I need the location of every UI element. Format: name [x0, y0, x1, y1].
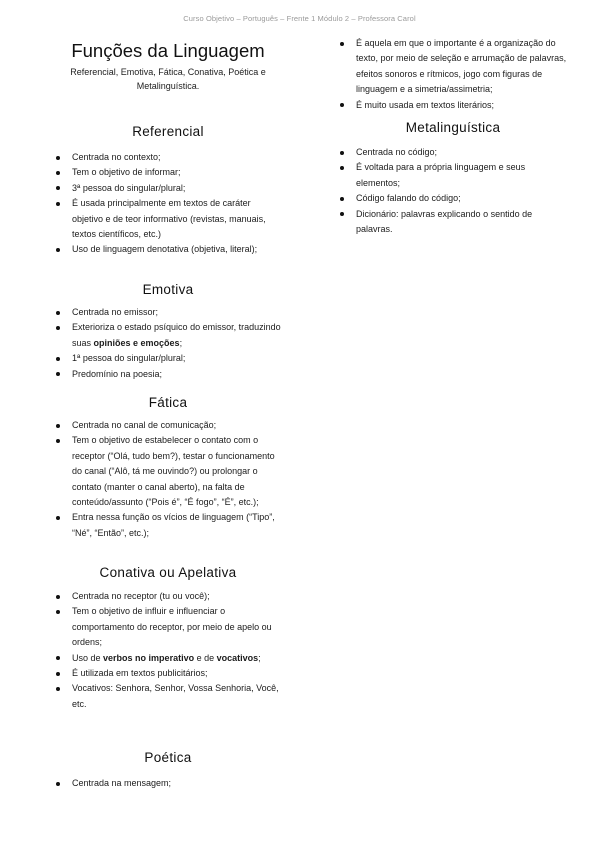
list-item: 1ª pessoa do singular/plural; — [54, 351, 282, 366]
right-column — [338, 36, 568, 235]
list-item-text: Uso de — [72, 652, 101, 663]
list-item — [54, 651, 282, 666]
page-header: Curso Objetivo – Português – Frente 1 Módulo 2 – Professora Carol — [183, 14, 416, 23]
list-conativa — [54, 589, 282, 712]
list-item: Centrada no contexto; — [54, 150, 282, 165]
section-metalinguistica — [338, 120, 568, 237]
list-item: Centrada no canal de comunicação; — [54, 418, 282, 433]
list-item: Código falando do código; — [338, 191, 568, 206]
list-item: É aquela em que o importante é a organização do texto, por meio de seleção e arrumação de palavras, efeitos sonoros e rítmicos, jogo com figuras de linguagem e a simetria/assimetria; — [338, 36, 568, 98]
section-poetica — [54, 750, 282, 791]
list-poetica-continued — [338, 36, 568, 113]
list-item: É muito usada em textos literários; — [338, 98, 568, 113]
list-item: 3ª pessoa do singular/plural; — [54, 181, 282, 196]
list-fatica — [54, 418, 282, 541]
emphasis-text: vocativos — [216, 652, 259, 663]
emphasis-text: opiniões e emoções — [93, 337, 180, 348]
list-item-text: ; — [258, 652, 261, 663]
heading-fatica: Fática — [148, 395, 188, 410]
list-item: Centrada no receptor (tu ou você); — [54, 589, 282, 604]
list-metalinguistica — [338, 145, 568, 237]
document-title: Funções da Linguagem — [71, 40, 265, 61]
list-item-text: e de — [196, 652, 215, 663]
list-emotiva — [54, 305, 282, 382]
section-referencial — [54, 124, 282, 258]
list-item: Uso de linguagem denotativa (objetiva, literal); — [54, 242, 282, 257]
list-item: Centrada no emissor; — [54, 305, 282, 320]
emphasis-text: verbos no imperativo — [103, 652, 195, 663]
heading-emotiva: Emotiva — [142, 282, 194, 297]
list-item: Dicionário: palavras explicando o sentido de palavras. — [338, 207, 568, 238]
heading-referencial: Referencial — [132, 124, 204, 139]
list-item: Tem o objetivo de influir e influenciar o comportamento do receptor, por meio de apelo ou ordens; — [54, 604, 282, 650]
heading-conativa: Conativa ou Apelativa — [99, 565, 237, 580]
document-subtitle: Referencial, Emotiva, Fática, Conativa, Poética e Metalinguística. — [70, 67, 266, 91]
left-column — [54, 36, 282, 788]
section-conativa — [54, 565, 282, 712]
heading-metalinguistica: Metalinguística — [405, 120, 501, 135]
list-item: Predomínio na poesia; — [54, 367, 282, 382]
section-fatica — [54, 395, 282, 541]
list-item: Centrada no código; — [338, 145, 568, 160]
list-item: Tem o objetivo de informar; — [54, 165, 282, 180]
list-item-text: Exterioriza o estado psíquico do emissor, traduzindo suas — [72, 322, 281, 348]
list-item — [54, 320, 282, 351]
list-item: Centrada na mensagem; — [54, 776, 282, 791]
heading-poetica: Poética — [144, 750, 192, 765]
list-item: Entra nessa função os vícios de linguagem (“Tipo”, “Né”, “Então”, etc.); — [54, 510, 282, 541]
list-item: Vocativos: Senhora, Senhor, Vossa Senhoria, Você, etc. — [54, 681, 282, 712]
list-item: É utilizada em textos publicitários; — [54, 666, 282, 681]
list-item: É usada principalmente em textos de caráter objetivo e de teor informativo (revistas, manuais, textos científicos, etc.) — [54, 196, 282, 242]
section-emotiva — [54, 282, 282, 382]
list-item: É voltada para a própria linguagem e seus elementos; — [338, 160, 568, 191]
list-referencial — [54, 150, 282, 258]
list-item-text: ; — [179, 337, 183, 348]
list-item: Tem o objetivo de estabelecer o contato com o receptor (“Olá, tudo bem?), testar o funcionamento do canal (“Alô, tá me ouvindo?) ou prolongar o contato (manter o canal aberto), na falta de conteúdo/assunto (“Pois é”, “É fogo”, “É”, etc.); — [54, 433, 282, 510]
list-poetica — [54, 776, 282, 791]
